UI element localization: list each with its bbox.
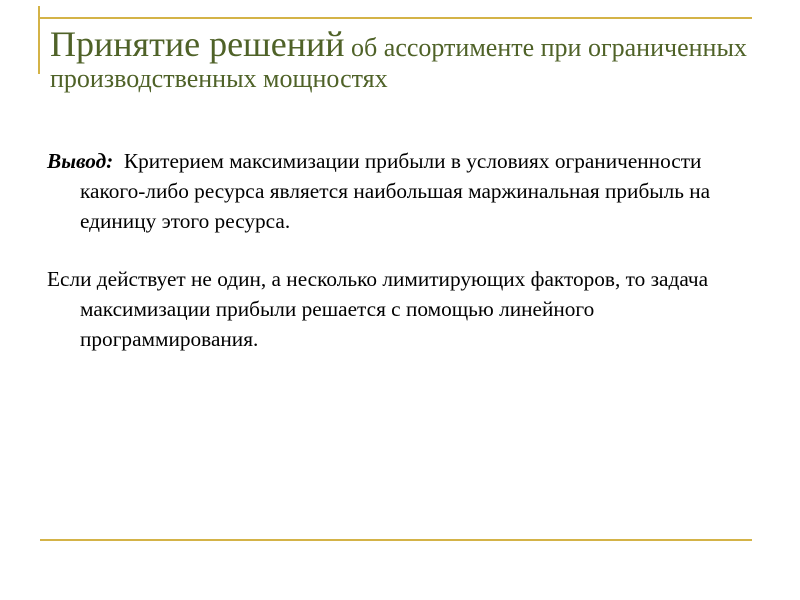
top-divider [40, 17, 752, 19]
conclusion-paragraph [47, 147, 747, 236]
bottom-divider [40, 539, 752, 541]
title-accent-bar [38, 6, 40, 74]
linear-programming-paragraph: Если действует не один, а несколько лимитирующих факторов, то задача максимизации прибыли решается с помощью линейного программирования. [47, 267, 709, 352]
conclusion-label: Вывод: [47, 149, 114, 173]
conclusion-text: Критерием максимизации прибыли в условиях ограниченности какого-либо ресурса является наибольшая маржинальная прибыль на единицу этого ресурса. [80, 149, 716, 233]
slide-body [47, 147, 747, 355]
title-subtitle: об ассортименте при ограниченных производственных мощностях [50, 33, 747, 94]
slide-title [50, 24, 770, 93]
title-main: Принятие решений [50, 24, 345, 64]
